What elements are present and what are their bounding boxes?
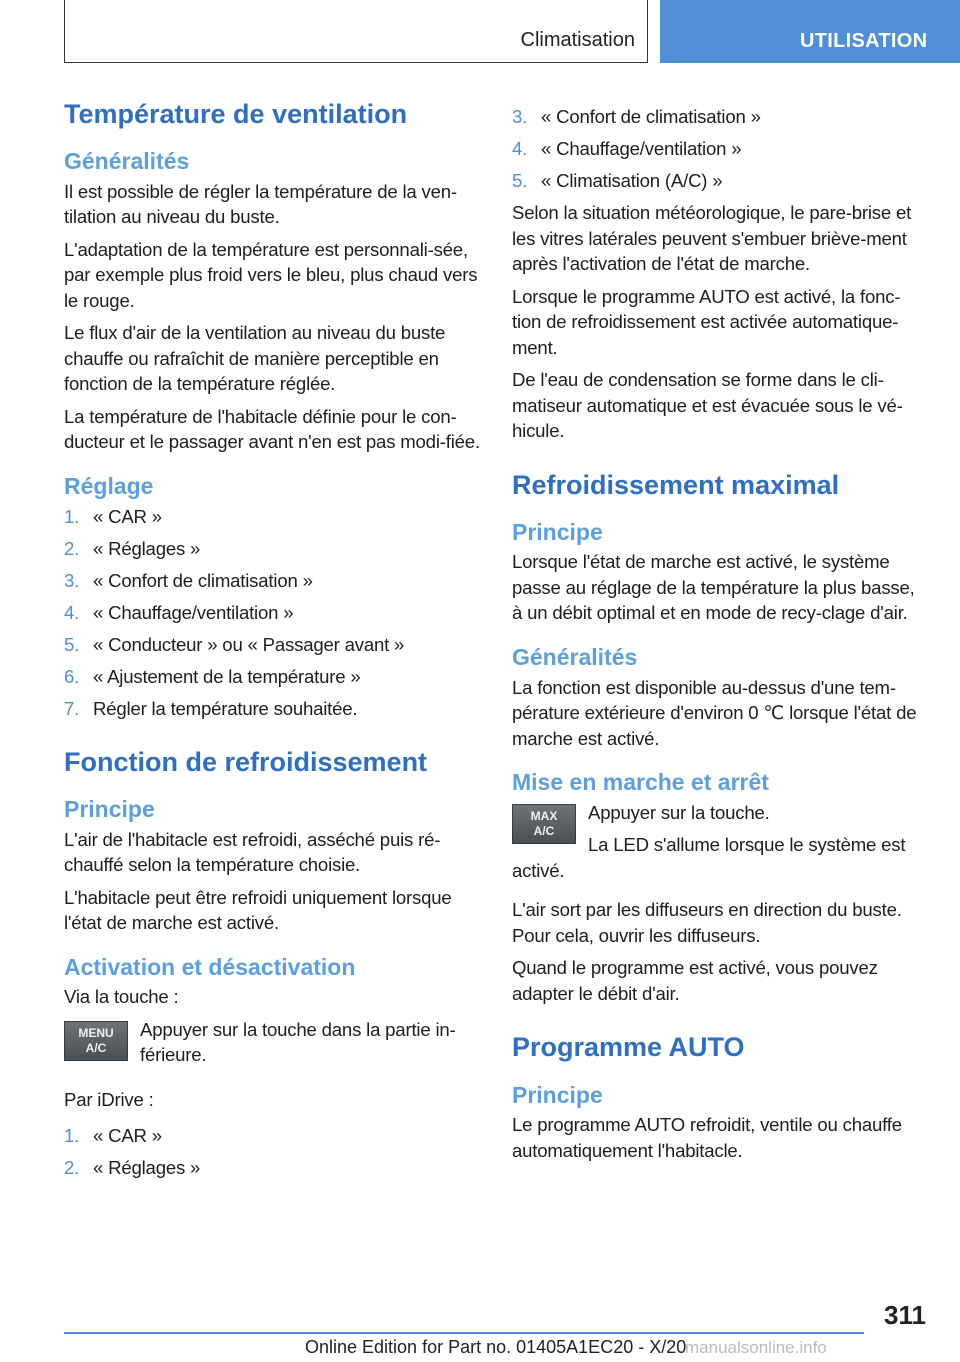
step-number: 7. bbox=[64, 697, 80, 719]
step-number: 6. bbox=[64, 665, 80, 687]
subheading-principle: Principe bbox=[64, 795, 155, 822]
paragraph: Par iDrive : bbox=[64, 1088, 154, 1110]
menu-ac-instruction bbox=[64, 1017, 480, 1073]
subheading-on-off: Mise en marche et arrêt bbox=[512, 769, 769, 796]
step-text: « Climatisation (A/C) » bbox=[541, 170, 723, 191]
paragraph: Le flux d'air de la ventilation au niveau du buste chauffe ou rafraîchit de manière perceptible en fonction de la température réglée. bbox=[64, 322, 446, 395]
list-item bbox=[512, 168, 928, 193]
list-item bbox=[64, 568, 480, 593]
paragraph: Via la touche : bbox=[64, 986, 179, 1008]
step-number: 2. bbox=[64, 1157, 80, 1179]
list-item bbox=[64, 664, 480, 689]
left-column bbox=[64, 98, 480, 1196]
step-number: 1. bbox=[64, 1125, 80, 1147]
step-number: 2. bbox=[64, 537, 80, 559]
step-number: 3. bbox=[512, 106, 528, 127]
paragraph: L'air sort par les diffuseurs en direction du buste. Pour cela, ouvrir les diffuseurs. bbox=[512, 899, 902, 946]
paragraph: L'air de l'habitacle est refroidi, asséché puis ré-chauffé selon la température choisie. bbox=[64, 828, 441, 876]
step-number: 3. bbox=[64, 569, 80, 591]
paragraph: Lorsque le programme AUTO est activé, la fonc-tion de refroidissement est activée automatique-ment. bbox=[512, 285, 901, 358]
step-number: 5. bbox=[64, 633, 80, 655]
list-item bbox=[64, 600, 480, 625]
subheading-setting: Réglage bbox=[64, 472, 154, 499]
step-text: « Confort de climatisation » bbox=[93, 569, 313, 591]
subheading-general: Généralités bbox=[64, 148, 190, 175]
step-text: « Chauffage/ventilation » bbox=[541, 138, 742, 159]
subheading-general: Généralités bbox=[512, 643, 638, 670]
step-text: « Conducteur » ou « Passager avant » bbox=[93, 633, 405, 655]
paragraph: De l'eau de condensation se forme dans le cli-matiseur automatique et est évacuée sous le vé-hicule. bbox=[512, 369, 903, 441]
step-text: « Réglages » bbox=[93, 1157, 201, 1179]
header-chapter-tab bbox=[660, 0, 960, 63]
footer-watermark: manualsonline.info bbox=[685, 1338, 827, 1357]
paragraph: Lorsque l'état de marche est activé, le système passe au réglage de la température la plus basse, à un débit optimal et en mode de recy-clage d'air. bbox=[512, 551, 915, 624]
list-item bbox=[64, 1155, 480, 1180]
paragraph: L'adaptation de la température est personnali-sée, par exemple plus froid vers le bleu, plus chaud vers le rouge. bbox=[64, 238, 478, 311]
header-section-box bbox=[64, 0, 648, 63]
heading-auto-program: Programme AUTO bbox=[512, 1032, 745, 1063]
step-text: Régler la température souhaitée. bbox=[93, 697, 358, 719]
paragraph: Appuyer sur la touche. bbox=[588, 801, 770, 823]
list-item bbox=[512, 136, 928, 161]
list-item bbox=[64, 536, 480, 561]
paragraph: Appuyer sur la touche dans la partie in-férieure. bbox=[140, 1018, 456, 1066]
right-column bbox=[512, 98, 928, 1170]
heading-ventilation-temperature: Température de ventilation bbox=[64, 99, 408, 129]
page-number: 311 bbox=[884, 1300, 926, 1330]
list-item bbox=[64, 632, 480, 657]
step-text: « Chauffage/ventilation » bbox=[93, 601, 294, 623]
subheading-principle: Principe bbox=[512, 1081, 603, 1108]
step-text: « Réglages » bbox=[93, 537, 201, 559]
footer-divider bbox=[64, 1332, 864, 1334]
max-ac-button-icon: MAX A/C bbox=[512, 804, 576, 844]
header-chapter-label: UTILISATION bbox=[800, 30, 928, 52]
paragraph: La fonction est disponible au-dessus d'une tem-pérature extérieure d'environ 0 ℃ lorsque l'état de marche est activé. bbox=[512, 676, 917, 749]
idrive-steps-list-continued bbox=[512, 104, 928, 193]
header-section-title: Climatisation bbox=[520, 29, 635, 51]
paragraph: Quand le programme est activé, vous pouvez adapter le débit d'air. bbox=[512, 957, 878, 1004]
step-text: « CAR » bbox=[93, 505, 162, 527]
heading-cooling-function: Fonction de refroidissement bbox=[64, 746, 428, 777]
footer-edition: Online Edition for Part no. 01405A1EC20 - X/20 bbox=[305, 1337, 687, 1357]
step-text: « Ajustement de la température » bbox=[93, 665, 361, 687]
paragraph: Selon la situation météorologique, le pare-brise et les vitres latérales peuvent s'embuer briève-ment après l'activation de l'état de marche. bbox=[512, 202, 912, 274]
list-item bbox=[64, 1123, 480, 1148]
heading-max-cooling: Refroidissement maximal bbox=[512, 469, 840, 500]
idrive-steps-list bbox=[64, 1123, 480, 1180]
step-number: 4. bbox=[512, 138, 528, 159]
paragraph: La température de l'habitacle définie pour le con-ducteur et le passager avant n'en est pas modi-fiée. bbox=[64, 405, 480, 453]
list-item bbox=[512, 104, 928, 129]
subheading-principle: Principe bbox=[512, 518, 603, 545]
setting-steps-list bbox=[64, 504, 480, 721]
list-item bbox=[64, 696, 480, 721]
step-number: 5. bbox=[512, 170, 528, 191]
step-number: 4. bbox=[64, 601, 80, 623]
step-number: 1. bbox=[64, 505, 80, 527]
step-text: « CAR » bbox=[93, 1125, 162, 1147]
paragraph: Le programme AUTO refroidit, ventile ou chauffe automatiquement l'habitacle. bbox=[512, 1114, 902, 1161]
list-item bbox=[64, 504, 480, 529]
step-text: « Confort de climatisation » bbox=[541, 106, 761, 127]
menu-ac-button-icon: MENU A/C bbox=[64, 1021, 128, 1061]
paragraph: La LED s'allume lorsque le système est activé. bbox=[512, 834, 906, 881]
max-ac-instruction bbox=[512, 800, 928, 884]
paragraph: Il est possible de régler la température de la ven-tilation au niveau du buste. bbox=[64, 180, 457, 228]
paragraph: L'habitacle peut être refroidi uniquement lorsque l'état de marche est activé. bbox=[64, 886, 452, 934]
subheading-activation: Activation et désactivation bbox=[64, 953, 356, 980]
